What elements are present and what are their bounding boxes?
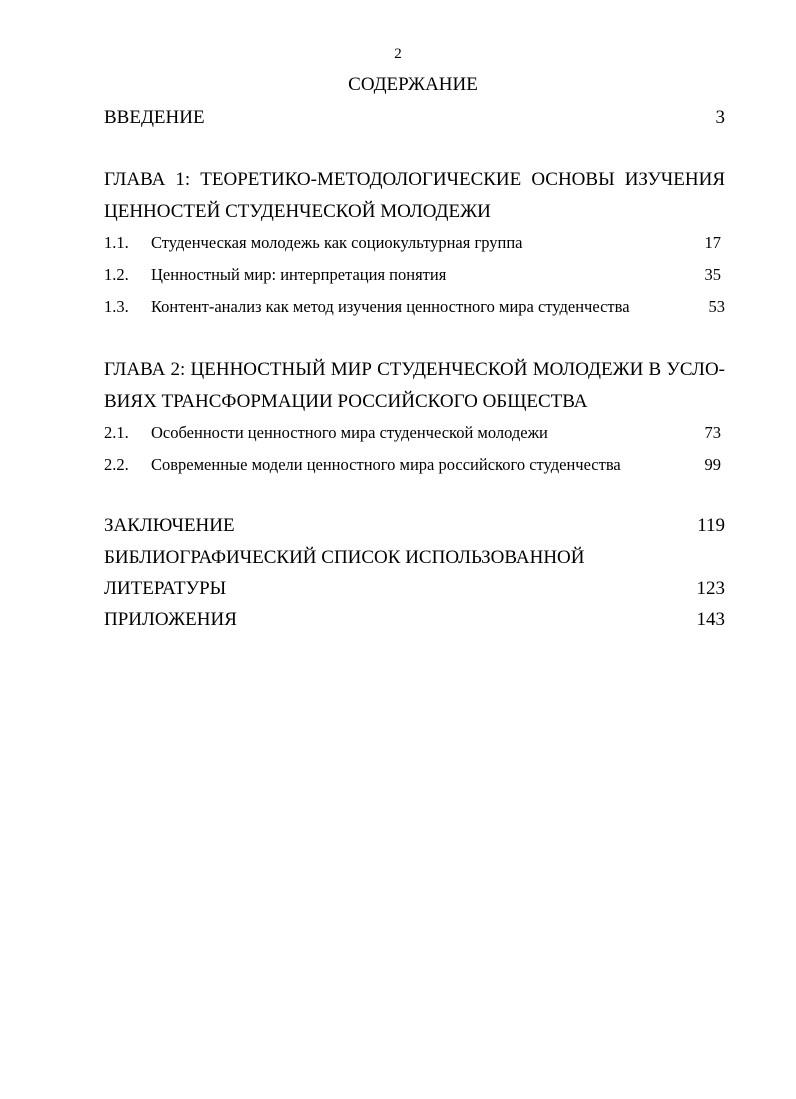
section-title: Контент-анализ как метод изучения ценностного мира студенчества <box>151 297 630 316</box>
section-number: 2.2. <box>104 455 129 474</box>
page-number: 2 <box>394 46 402 62</box>
chapter-heading-line: ВИЯХ ТРАНСФОРМАЦИИ РОССИЙСКОГО ОБЩЕСТВА <box>104 391 588 412</box>
toc-entry-label: ЛИТЕРАТУРЫ <box>104 578 227 599</box>
section-title: Современные модели ценностного мира российского студенчества <box>151 455 621 474</box>
toc-entry-page: 119 <box>697 515 725 536</box>
toc-chapter-2-heading <box>104 354 725 418</box>
section-title: Студенческая молодежь как социокультурная группа <box>151 233 523 252</box>
section-title: Ценностный мир: интерпретация понятия <box>151 265 447 284</box>
section-page: 73 <box>704 423 721 442</box>
section-title: Особенности ценностного мира студенческой молодежи <box>151 423 548 442</box>
chapter-heading-line: ГЛАВА 1: ТЕОРЕТИКО-МЕТОДОЛОГИЧЕСКИЕ ОСНОВЫ ИЗУЧЕНИЯ <box>104 169 725 190</box>
toc-entry-page: 123 <box>696 578 725 599</box>
chapter-heading-line: ЦЕННОСТЕЙ СТУДЕНЧЕСКОЙ МОЛОДЕЖИ <box>104 201 491 222</box>
toc-entry-introduction <box>104 106 725 130</box>
toc-entry-page: 3 <box>715 107 725 128</box>
section-page: 99 <box>704 455 721 474</box>
toc-entry-bibliography-line2 <box>104 577 725 601</box>
section-number: 1.3. <box>104 297 129 316</box>
toc-entry-appendices <box>104 608 725 632</box>
toc-entry-label: ЗАКЛЮЧЕНИЕ <box>104 515 235 536</box>
section-number: 1.1. <box>104 233 129 252</box>
section-page: 35 <box>704 265 721 284</box>
section-number: 2.1. <box>104 423 129 442</box>
section-number: 1.2. <box>104 265 129 284</box>
section-page: 17 <box>704 233 721 252</box>
toc-entry-bibliography-line1 <box>104 546 725 570</box>
toc-entry-label: ПРИЛОЖЕНИЯ <box>104 609 237 630</box>
toc-title: СОДЕРЖАНИЕ <box>348 74 478 95</box>
toc-entry-conclusion <box>104 514 725 538</box>
toc-entry-label: БИБЛИОГРАФИЧЕСКИЙ СПИСОК ИСПОЛЬЗОВАННОЙ <box>104 547 585 568</box>
chapter-heading-line: ГЛАВА 2: ЦЕННОСТНЫЙ МИР СТУДЕНЧЕСКОЙ МОЛОДЕЖИ В УСЛО- <box>104 359 725 380</box>
toc-chapter-1-heading <box>104 164 725 228</box>
section-page: 53 <box>708 297 725 316</box>
toc-entry-label: ВВЕДЕНИЕ <box>104 107 205 128</box>
toc-entry-page: 143 <box>696 609 725 630</box>
